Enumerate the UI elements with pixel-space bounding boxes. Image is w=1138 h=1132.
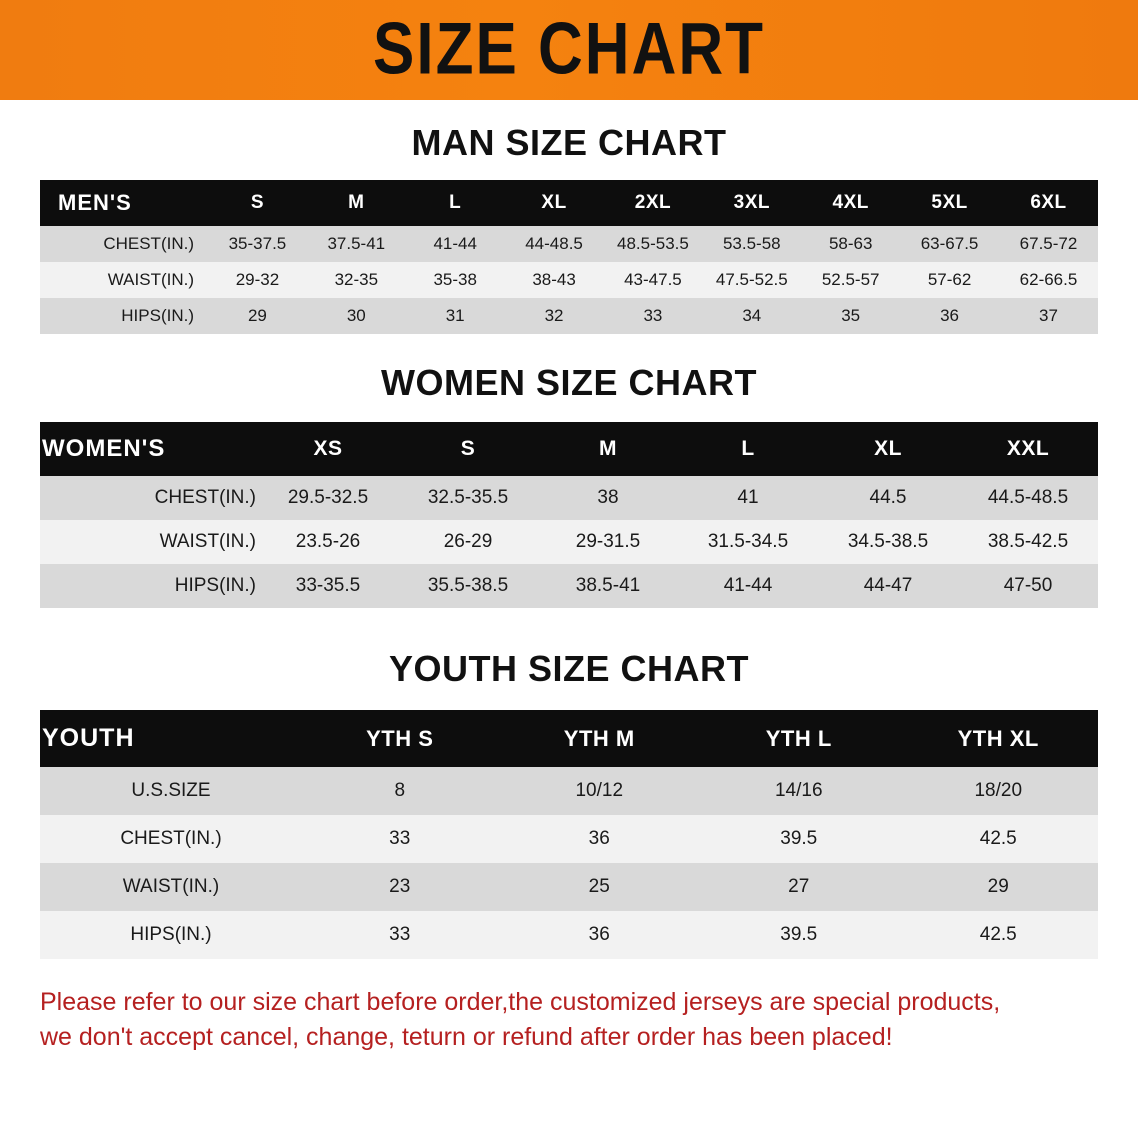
- men-table-body: [40, 226, 1098, 334]
- men-header-m: M: [307, 180, 406, 226]
- table-header-row: [40, 180, 1098, 226]
- man-table-wrapper: [0, 180, 1138, 334]
- women-header-l: L: [678, 422, 818, 476]
- men-table-header: [40, 180, 1098, 226]
- women-chest-xxl: 44.5-48.5: [958, 476, 1098, 520]
- men-hips-m: 30: [307, 298, 406, 334]
- women-size-table: [40, 422, 1098, 608]
- men-row-label-hips: HIPS(IN.): [40, 298, 208, 334]
- men-waist-3xl: 47.5-52.5: [702, 262, 801, 298]
- men-chest-l: 41-44: [406, 226, 505, 262]
- youth-row-label-chest: CHEST(IN.): [40, 815, 300, 863]
- page-banner: [0, 0, 1138, 100]
- youth-waist-l: 27: [699, 863, 899, 911]
- men-chest-2xl: 48.5-53.5: [604, 226, 703, 262]
- youth-hips-m: 36: [500, 911, 700, 959]
- youth-table-header: [40, 710, 1098, 767]
- men-hips-2xl: 33: [604, 298, 703, 334]
- men-waist-6xl: 62-66.5: [999, 262, 1098, 298]
- youth-ussize-s: 8: [300, 767, 500, 815]
- table-row: [40, 298, 1098, 334]
- women-waist-xl: 34.5-38.5: [818, 520, 958, 564]
- youth-ussize-l: 14/16: [699, 767, 899, 815]
- table-row: [40, 815, 1098, 863]
- women-header-s: S: [398, 422, 538, 476]
- men-size-table: [40, 180, 1098, 334]
- table-row: [40, 767, 1098, 815]
- women-row-label-hips: HIPS(IN.): [40, 564, 258, 608]
- youth-header-label: YOUTH: [40, 710, 300, 767]
- men-hips-5xl: 36: [900, 298, 999, 334]
- men-waist-2xl: 43-47.5: [604, 262, 703, 298]
- table-row: [40, 911, 1098, 959]
- youth-size-table: [40, 710, 1098, 959]
- youth-hips-s: 33: [300, 911, 500, 959]
- women-chest-s: 32.5-35.5: [398, 476, 538, 520]
- men-chest-6xl: 67.5-72: [999, 226, 1098, 262]
- youth-hips-xl: 42.5: [899, 911, 1099, 959]
- youth-row-label-hips: HIPS(IN.): [40, 911, 300, 959]
- women-waist-xxl: 38.5-42.5: [958, 520, 1098, 564]
- youth-header-s: YTH S: [300, 710, 500, 767]
- men-chest-5xl: 63-67.5: [900, 226, 999, 262]
- men-header-xl: XL: [505, 180, 604, 226]
- youth-waist-m: 25: [500, 863, 700, 911]
- women-section-title: WOMEN SIZE CHART: [381, 362, 757, 403]
- men-row-label-waist: WAIST(IN.): [40, 262, 208, 298]
- disclaimer-line-1: Please refer to our size chart before order,the customized jerseys are special products,: [40, 988, 1001, 1016]
- women-hips-s: 35.5-38.5: [398, 564, 538, 608]
- youth-chest-s: 33: [300, 815, 500, 863]
- youth-ussize-xl: 18/20: [899, 767, 1099, 815]
- youth-table-wrapper: [0, 710, 1138, 959]
- men-waist-s: 29-32: [208, 262, 307, 298]
- table-row: [40, 520, 1098, 564]
- men-header-6xl: 6XL: [999, 180, 1098, 226]
- disclaimer-note: [40, 985, 1098, 1054]
- men-waist-m: 32-35: [307, 262, 406, 298]
- women-waist-s: 26-29: [398, 520, 538, 564]
- men-header-5xl: 5XL: [900, 180, 999, 226]
- table-row: [40, 476, 1098, 520]
- men-chest-3xl: 53.5-58: [702, 226, 801, 262]
- youth-header-m: YTH M: [500, 710, 700, 767]
- table-header-row: [40, 422, 1098, 476]
- disclaimer-line-2: we don't accept cancel, change, teturn or refund after order has been placed!: [40, 1022, 893, 1051]
- women-hips-l: 41-44: [678, 564, 818, 608]
- women-row-label-waist: WAIST(IN.): [40, 520, 258, 564]
- men-hips-4xl: 35: [801, 298, 900, 334]
- women-chest-xs: 29.5-32.5: [258, 476, 398, 520]
- youth-hips-l: 39.5: [699, 911, 899, 959]
- women-hips-xxl: 47-50: [958, 564, 1098, 608]
- women-chest-xl: 44.5: [818, 476, 958, 520]
- men-hips-xl: 32: [505, 298, 604, 334]
- women-hips-xs: 33-35.5: [258, 564, 398, 608]
- women-table-header: [40, 422, 1098, 476]
- women-chest-m: 38: [538, 476, 678, 520]
- men-chest-4xl: 58-63: [801, 226, 900, 262]
- table-row: [40, 226, 1098, 262]
- men-row-label-chest: CHEST(IN.): [40, 226, 208, 262]
- women-chest-l: 41: [678, 476, 818, 520]
- men-hips-3xl: 34: [702, 298, 801, 334]
- men-header-3xl: 3XL: [702, 180, 801, 226]
- men-hips-6xl: 37: [999, 298, 1098, 334]
- youth-row-label-waist: WAIST(IN.): [40, 863, 300, 911]
- men-header-4xl: 4XL: [801, 180, 900, 226]
- men-chest-m: 37.5-41: [307, 226, 406, 262]
- women-header-xxl: XXL: [958, 422, 1098, 476]
- youth-section-title: YOUTH SIZE CHART: [388, 648, 749, 689]
- youth-waist-xl: 29: [899, 863, 1099, 911]
- youth-table-body: [40, 767, 1098, 959]
- youth-chest-xl: 42.5: [899, 815, 1099, 863]
- youth-chest-m: 36: [500, 815, 700, 863]
- men-waist-xl: 38-43: [505, 262, 604, 298]
- table-row: [40, 564, 1098, 608]
- women-waist-m: 29-31.5: [538, 520, 678, 564]
- table-header-row: [40, 710, 1098, 767]
- women-row-label-chest: CHEST(IN.): [40, 476, 258, 520]
- women-table-body: [40, 476, 1098, 608]
- women-header-label: WOMEN'S: [40, 422, 258, 476]
- youth-ussize-m: 10/12: [500, 767, 700, 815]
- men-header-s: S: [208, 180, 307, 226]
- youth-waist-s: 23: [300, 863, 500, 911]
- men-chest-xl: 44-48.5: [505, 226, 604, 262]
- men-hips-l: 31: [406, 298, 505, 334]
- page-title: SIZE CHART: [373, 8, 765, 91]
- men-waist-4xl: 52.5-57: [801, 262, 900, 298]
- women-waist-l: 31.5-34.5: [678, 520, 818, 564]
- women-header-xl: XL: [818, 422, 958, 476]
- men-chest-s: 35-37.5: [208, 226, 307, 262]
- youth-header-l: YTH L: [699, 710, 899, 767]
- youth-chest-l: 39.5: [699, 815, 899, 863]
- women-hips-m: 38.5-41: [538, 564, 678, 608]
- women-header-m: M: [538, 422, 678, 476]
- man-section-title: MAN SIZE CHART: [411, 122, 727, 163]
- women-table-wrapper: [0, 422, 1138, 608]
- youth-row-label-ussize: U.S.SIZE: [40, 767, 300, 815]
- men-hips-s: 29: [208, 298, 307, 334]
- men-waist-l: 35-38: [406, 262, 505, 298]
- women-hips-xl: 44-47: [818, 564, 958, 608]
- table-row: [40, 863, 1098, 911]
- men-header-label: MEN'S: [40, 180, 208, 226]
- table-row: [40, 262, 1098, 298]
- men-header-2xl: 2XL: [604, 180, 703, 226]
- youth-header-xl: YTH XL: [899, 710, 1099, 767]
- men-waist-5xl: 57-62: [900, 262, 999, 298]
- women-waist-xs: 23.5-26: [258, 520, 398, 564]
- women-header-xs: XS: [258, 422, 398, 476]
- men-header-l: L: [406, 180, 505, 226]
